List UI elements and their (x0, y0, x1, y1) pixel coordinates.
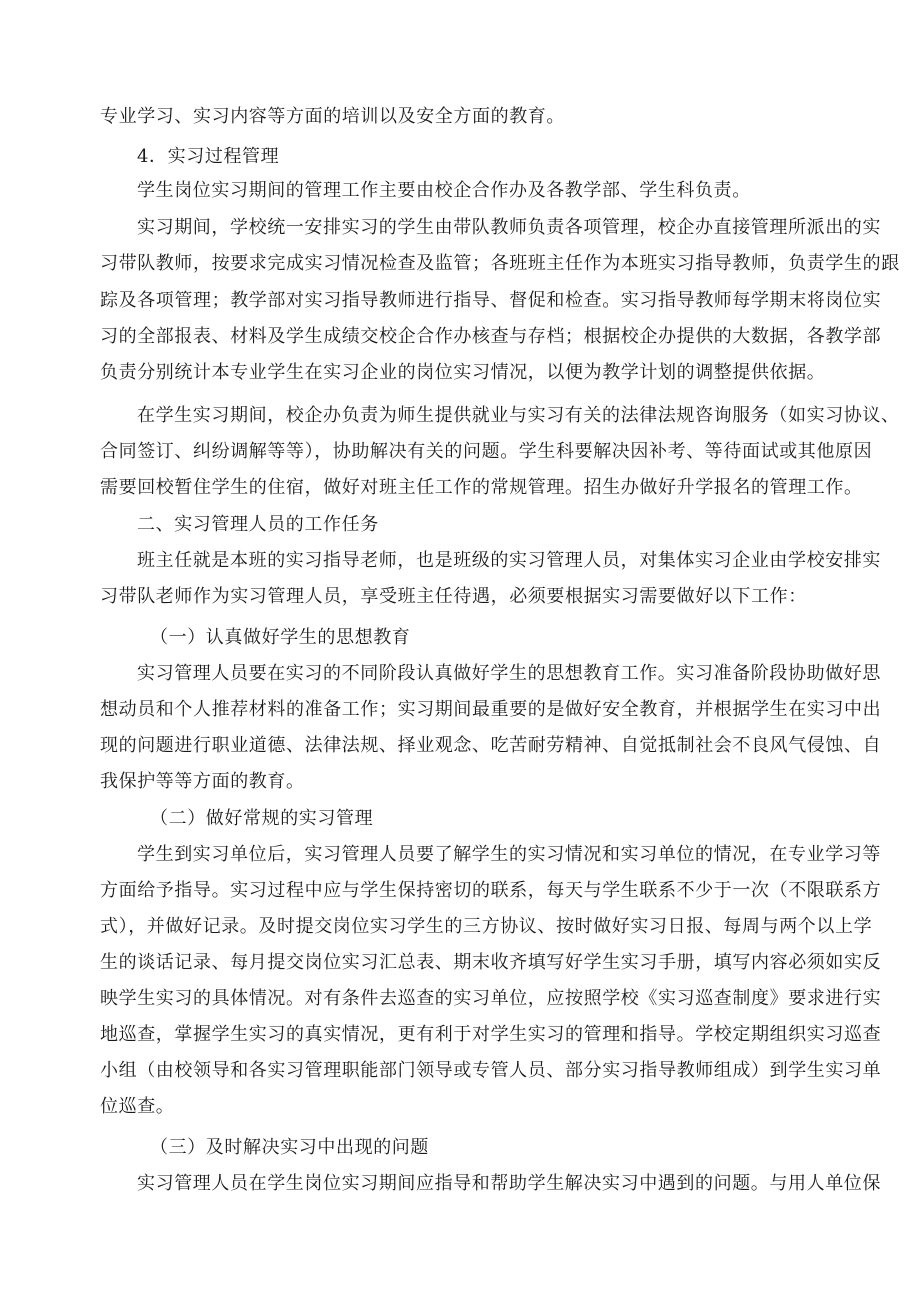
text-line: 需要回校暂住学生的住宿，做好对班主任工作的常规管理。招生办做好升学报名的管理工作。 (100, 477, 863, 498)
text-line: 映学生实习的具体情况。对有条件去巡查的实习单位，应按照学校《实习巡查制度》要求进行实 (100, 988, 882, 1009)
subsection-heading: （二）做好常规的实习管理 (150, 808, 374, 829)
subsection-heading: （三）及时解决实习中出现的问题 (150, 1137, 429, 1158)
text-line: 实习管理人员要在实习的不同阶段认真做好学生的思想教育工作。实习准备阶段协助做好思 (137, 663, 881, 684)
text-line: 我保护等等方面的教育。 (100, 771, 305, 792)
text-line: 习的全部报表、材料及学生成绩交校企合作办核查与存档；根据校企办提供的大数据，各教学部 (100, 326, 882, 347)
section-heading: 二、实习管理人员的工作任务 (137, 514, 379, 535)
text-line: 习带队老师作为实习管理人员，享受班主任待遇，必须要根据实习需要做好以下工作： (100, 586, 807, 607)
text-line: 学生岗位实习期间的管理工作主要由校企合作办及各教学部、学生科负责。 (137, 180, 751, 201)
text-line: 负责分别统计本专业学生在实习企业的岗位实习情况，以便为教学计划的调整提供依据。 (100, 362, 826, 383)
subsection-heading: （一）认真做好学生的思想教育 (150, 627, 411, 648)
text-line: 在学生实习期间，校企办负责为师生提供就业与实习有关的法律法规咨询服务（如实习协议、 (137, 405, 900, 426)
text-line: 位巡查。 (100, 1096, 175, 1117)
text-line: 小组（由校领导和各实习管理职能部门领导或专管人员、部分实习指导教师组成）到学生实习单 (100, 1060, 882, 1081)
text-line: 方面给予指导。实习过程中应与学生保持密切的联系，每天与学生联系不少于一次（不限联系方 (100, 880, 882, 901)
section-heading: 4．实习过程管理 (137, 146, 280, 167)
text-line: 实习期间，学校统一安排实习的学生由带队教师负责各项管理，校企办直接管理所派出的实 (137, 217, 881, 238)
text-line: 踪及各项管理；教学部对实习指导教师进行指导、督促和检查。实习指导教师每学期末将岗位实 (100, 290, 882, 311)
text-line: 现的问题进行职业道德、法律法规、择业观念、吃苦耐劳精神、自觉抵制社会不良风气侵蚀、自 (100, 735, 882, 756)
text-line: 式），并做好记录。及时提交岗位实习学生的三方协议、按时做好实习日报、每周与两个以上学 (100, 916, 873, 937)
text-line: 想动员和个人推荐材料的准备工作；实习期间最重要的是做好安全教育，并根据学生在实习中出 (100, 699, 882, 720)
text-line: 生的谈话记录、每月提交岗位实习汇总表、期末收齐填写好学生实习手册，填写内容必须如实反 (100, 952, 882, 973)
text-line: 专业学习、实习内容等方面的培训以及安全方面的教育。 (100, 106, 565, 127)
text-line: 习带队教师，按要求完成实习情况检查及监管；各班班主任作为本班实习指导教师，负责学生的跟 (100, 253, 900, 274)
text-line: 实习管理人员在学生岗位实习期间应指导和帮助学生解决实习中遇到的问题。与用人单位保 (137, 1173, 881, 1194)
text-line: 地巡查，掌握学生实习的真实情况，更有利于对学生实习的管理和指导。学校定期组织实习巡查 (100, 1024, 882, 1045)
text-line: 合同签订、纠纷调解等等），协助解决有关的问题。学生科要解决因补考、等待面试或其他原因 (100, 441, 873, 462)
text-line: 班主任就是本班的实习指导老师，也是班级的实习管理人员，对集体实习企业由学校安排实 (137, 550, 881, 571)
text-line: 学生到实习单位后，实习管理人员要了解学生的实习情况和实习单位的情况，在专业学习等 (137, 844, 881, 865)
